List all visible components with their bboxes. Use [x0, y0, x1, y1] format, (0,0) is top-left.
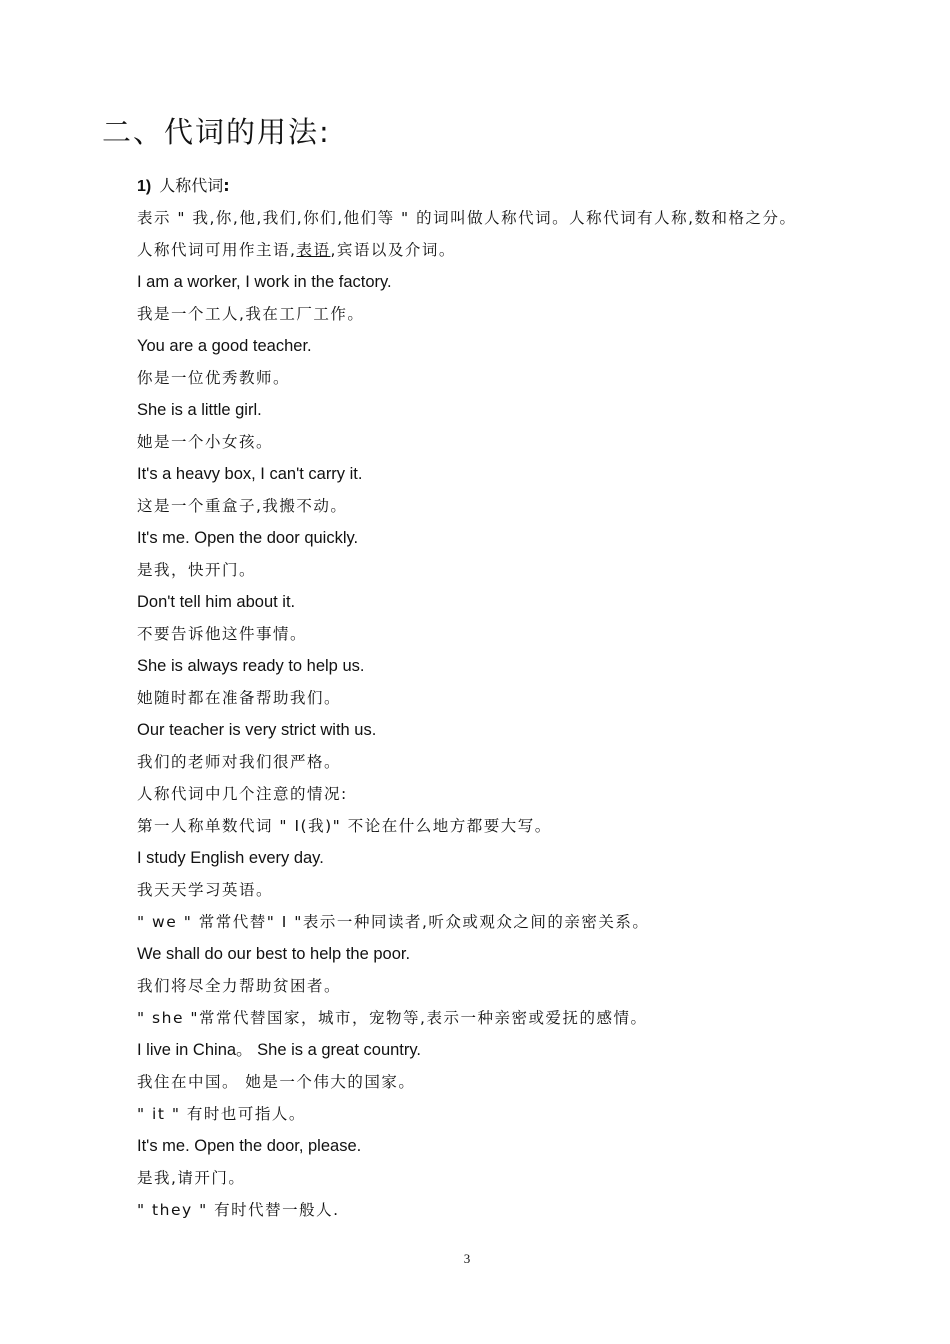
note-line: 第一人称单数代词 " I(我)" 不论在什么地方都要大写。 — [137, 817, 552, 835]
content-body — [137, 170, 897, 1226]
intro-paragraph: 表示 " 我,你,他,我们,你们,他们等 " 的词叫做人称代词。人称代词有人称,数和格之分。 — [137, 209, 797, 227]
note-line: " we " 常常代替" I "表示一种同读者,听众或观众之间的亲密关系。 — [137, 913, 650, 931]
translation-line: 我住在中国。 她是一个伟大的国家。 — [137, 1073, 416, 1091]
translation-line: 我天天学习英语。 — [137, 881, 274, 899]
example-sentence: We shall do our best to help the poor. — [137, 945, 411, 963]
subsection-title: 人称代词 — [159, 176, 224, 195]
usage-text-before: 人称代词可用作主语, — [137, 241, 297, 259]
subsection-colon: : — [223, 176, 230, 195]
subsection-number: 1) — [137, 178, 152, 195]
translation-line: 你是一位优秀教师。 — [137, 369, 291, 387]
example-sentence: Don't tell him about it. — [137, 593, 296, 611]
usage-paragraph — [137, 234, 897, 266]
translation-line: 她随时都在准备帮助我们。 — [137, 689, 342, 707]
example-sentence: I live in China。 She is a great country. — [137, 1041, 421, 1059]
example-sentence: I study English every day. — [137, 849, 324, 867]
example-sentence: She is a little girl. — [137, 401, 262, 419]
example-sentence: It's a heavy box, I can't carry it. — [137, 465, 363, 483]
translation-line: 是我,请开门。 — [137, 1169, 246, 1187]
translation-line: 她是一个小女孩。 — [137, 433, 274, 451]
example-sentence: You are a good teacher. — [137, 337, 312, 355]
translation-line: 我们的老师对我们很严格。 — [137, 753, 342, 771]
translation-line: 我是一个工人,我在工厂工作。 — [137, 305, 365, 323]
page-number: 3 — [463, 1251, 471, 1266]
note-line: " she "常常代替国家，城市，宠物等,表示一种亲密或爱抚的感情。 — [137, 1009, 648, 1027]
translation-line: 我们将尽全力帮助贫困者。 — [137, 977, 342, 995]
translation-line: 这是一个重盒子,我搬不动。 — [137, 497, 348, 515]
note-line: " they " 有时代替一般人. — [137, 1201, 340, 1219]
example-sentence: It's me. Open the door quickly. — [137, 529, 359, 547]
translation-line: 不要告诉他这件事情。 — [137, 625, 308, 643]
translation-line: 是我，快开门。 — [137, 561, 257, 579]
example-sentence: She is always ready to help us. — [137, 657, 365, 675]
usage-text-after: ,宾语以及介词。 — [330, 241, 456, 259]
note-line: " it " 有时也可指人。 — [137, 1105, 306, 1123]
example-sentence: It's me. Open the door, please. — [137, 1137, 362, 1155]
example-sentence: I am a worker, I work in the factory. — [137, 273, 392, 291]
subsection-heading — [137, 170, 897, 202]
section-heading: 二、代词的用法: — [102, 115, 331, 149]
example-sentence: Our teacher is very strict with us. — [137, 721, 377, 739]
underlined-term: 表语 — [296, 241, 331, 259]
notes-heading: 人称代词中几个注意的情况: — [137, 785, 348, 803]
